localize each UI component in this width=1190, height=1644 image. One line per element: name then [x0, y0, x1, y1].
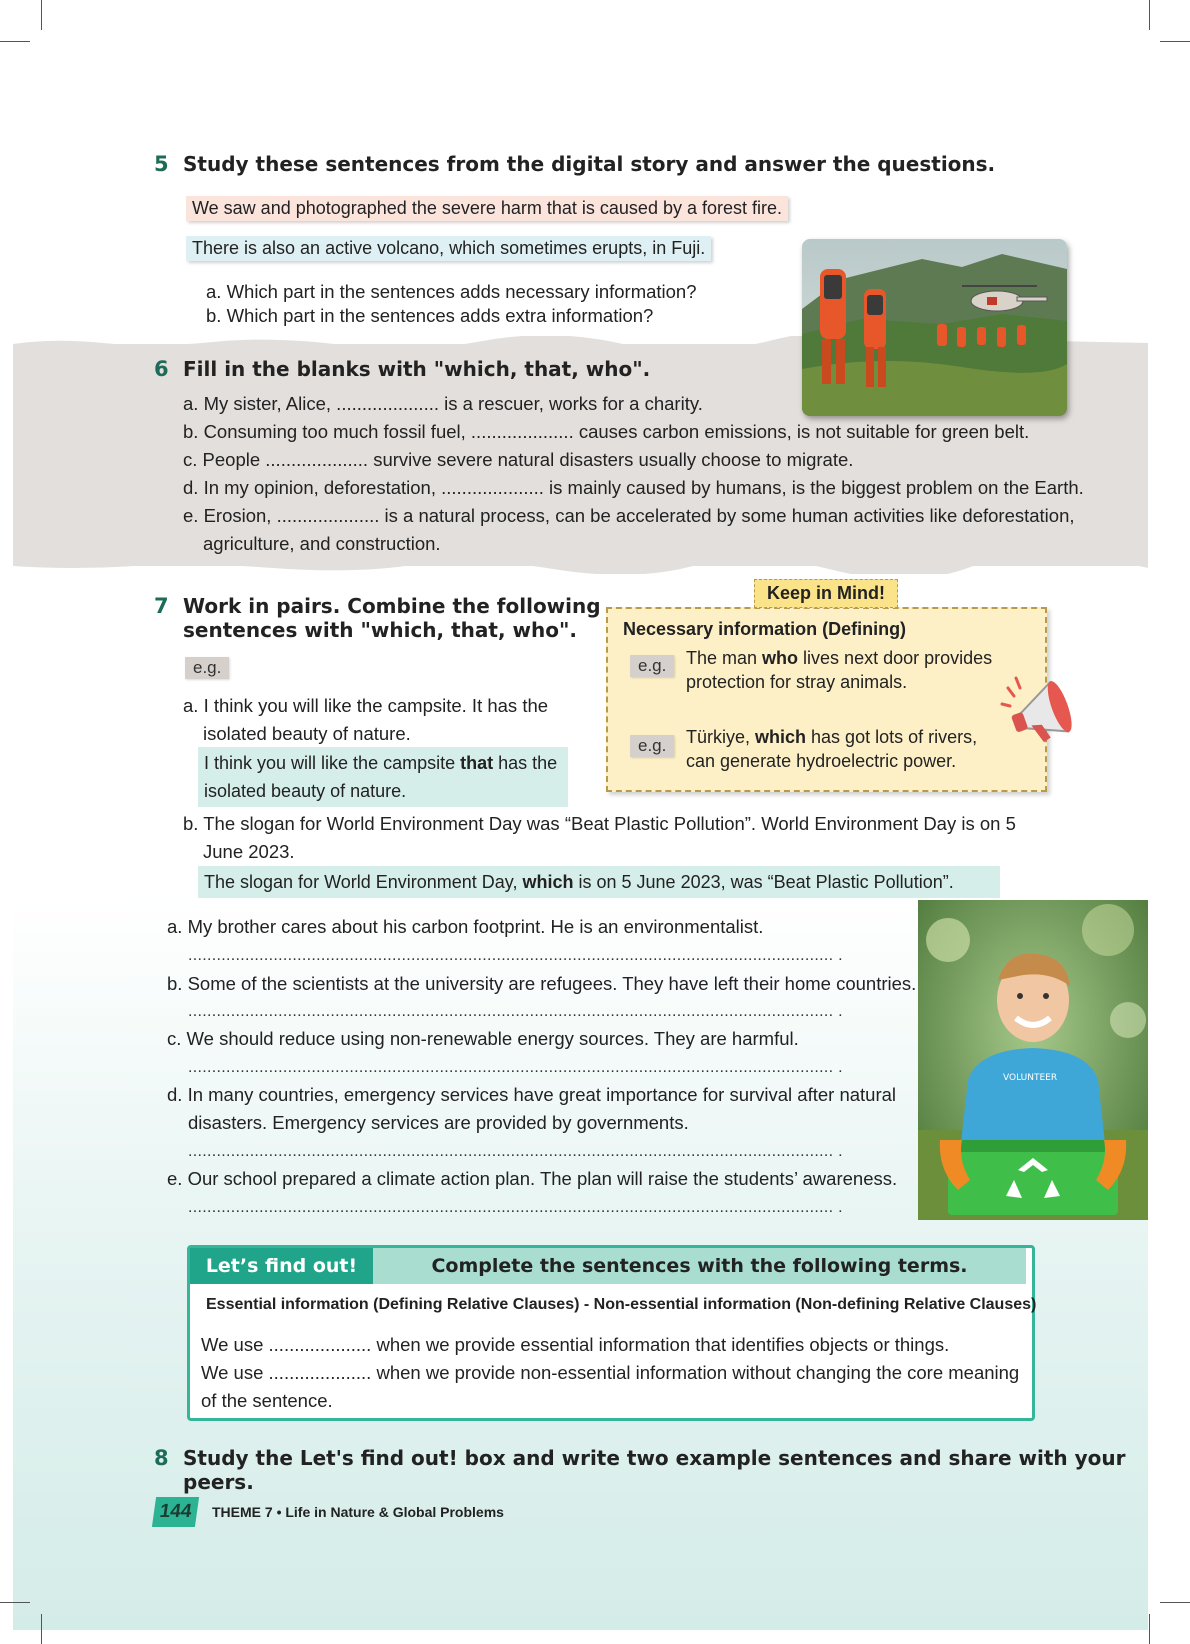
exercise-6-title: Fill in the blanks with "which, that, who". — [183, 357, 651, 381]
example-text: Türkiye, — [686, 727, 756, 747]
answer-text: The slogan for World Environment Day, — [204, 872, 523, 892]
exercise-5-title: Study these sentences from the digital story and answer the questions. — [183, 152, 996, 176]
theme-label: THEME 7 • Life in Nature & Global Problems — [212, 1504, 504, 1520]
crop-mark — [1160, 1602, 1190, 1603]
fill-item-b: b. Consuming too much fossil fuel, .................... causes carbon emissions, is not suitable for green belt. — [183, 421, 1030, 442]
exercise-7-number: 7 — [154, 594, 169, 618]
lets-find-out-line1: We use .................... when we provide essential information that identifies objects or things. — [201, 1334, 950, 1355]
fill-item-e: e. Erosion, .................... is a natural process, can be accelerated by some human activities like deforestation, — [183, 505, 1075, 526]
example-b-answer — [198, 866, 1000, 898]
lets-find-out-tag: Let’s find out! — [190, 1248, 373, 1284]
exercise-8-number: 8 — [154, 1446, 169, 1470]
keep-in-mind-tag: Keep in Mind! — [754, 579, 898, 608]
rescuers-helicopter-photo — [802, 239, 1067, 416]
answer-text: isolated beauty of nature. — [204, 781, 407, 801]
example-text: has got lots of rivers, — [806, 727, 978, 747]
page-number: 144 — [152, 1497, 199, 1527]
exercise-7-title — [183, 594, 601, 642]
example-a-line1: a. I think you will like the campsite. It has the — [183, 695, 549, 716]
lets-find-out-line3: of the sentence. — [201, 1390, 333, 1411]
eg-label: e.g. — [185, 657, 229, 679]
answer-line-c[interactable]: ........................................................................................................................................ . — [188, 1059, 843, 1076]
relative-pronoun: who — [762, 648, 799, 668]
task-c: c. We should reduce using non-renewable energy sources. They are harmful. — [167, 1028, 799, 1049]
fill-item-d: d. In my opinion, deforestation, .................... is mainly caused by humans, is the biggest problem on the Earth. — [183, 477, 1084, 498]
example-text: can generate hydroelectric power. — [686, 751, 957, 771]
answer-line-a[interactable]: ........................................................................................................................................ . — [188, 947, 843, 964]
volunteer-boy-photo — [918, 900, 1148, 1220]
example-b-line2: June 2023. — [203, 841, 295, 862]
question-a: a. Which part in the sentences adds necessary information? — [206, 281, 697, 302]
fill-item-c: c. People .................... survive severe natural disasters usually choose to migrate. — [183, 449, 854, 470]
answer-text: I think you will like the campsite — [204, 753, 461, 773]
example-a-answer — [198, 747, 568, 807]
answer-text: is on 5 June 2023, was “Beat Plastic Pollution”. — [573, 872, 954, 892]
relative-pronoun: that — [460, 753, 494, 773]
crop-mark — [1149, 0, 1150, 30]
task-a: a. My brother cares about his carbon footprint. He is an environmentalist. — [167, 916, 764, 937]
crop-mark — [0, 1602, 30, 1603]
eg-label: e.g. — [630, 735, 674, 757]
task-d-line2: disasters. Emergency services are provided by governments. — [188, 1112, 689, 1133]
task-b: b. Some of the scientists at the university are refugees. They have left their home countries. — [167, 973, 917, 994]
task-d-line1: d. In many countries, emergency services have great importance for survival after natural — [167, 1084, 897, 1105]
crop-mark — [41, 0, 42, 30]
crop-mark — [1149, 1614, 1150, 1644]
lets-find-out-header: Complete the sentences with the following terms. — [373, 1248, 1026, 1284]
shirt-text: VOLUNTEER — [1003, 1073, 1058, 1083]
exercise-8-title: Study the Let's find out! box and write two example sentences and share with your peers. — [183, 1446, 1126, 1494]
example-sentence-defining: We saw and photographed the severe harm that is caused by a forest fire. — [186, 196, 788, 221]
exercise-7-title-line1: Work in pairs. Combine the following — [183, 594, 601, 618]
crop-mark — [0, 41, 30, 42]
answer-line-b[interactable]: ........................................................................................................................................ . — [188, 1003, 843, 1020]
example-b-line1: b. The slogan for World Environment Day was “Beat Plastic Pollution”. World Environment Day is on 5 — [183, 813, 1016, 834]
relative-pronoun: which — [755, 727, 807, 747]
task-e: e. Our school prepared a climate action plan. The plan will raise the students’ awareness. — [167, 1168, 898, 1189]
example-a-line2: isolated beauty of nature. — [203, 723, 411, 744]
lets-find-out-terms: Essential information (Defining Relative Clauses) - Non-essential information (Non-defining Relative Clauses) — [206, 1296, 1037, 1313]
fill-item-a: a. My sister, Alice, .................... is a rescuer, works for a charity. — [183, 393, 703, 414]
answer-line-d[interactable]: ........................................................................................................................................ . — [188, 1143, 843, 1160]
fill-item-e-continued: agriculture, and construction. — [203, 533, 441, 554]
lets-find-out-line2: We use .................... when we provide non-essential information without changing the core meaning — [201, 1362, 1020, 1383]
defining-example — [686, 646, 992, 694]
nondefining-example — [686, 725, 977, 773]
question-b: b. Which part in the sentences adds extra information? — [206, 305, 654, 326]
relative-pronoun: which — [522, 872, 574, 892]
answer-text: has the — [493, 753, 558, 773]
eg-label: e.g. — [630, 655, 674, 677]
crop-mark — [41, 1614, 42, 1644]
exercise-5-number: 5 — [154, 152, 169, 176]
exercise-7-title-line2: sentences with "which, that, who". — [183, 618, 577, 642]
megaphone-icon — [1000, 668, 1090, 758]
example-text: protection for stray animals. — [686, 672, 908, 692]
defining-title: Necessary information (Defining) — [623, 619, 907, 639]
exercise-6-number: 6 — [154, 357, 169, 381]
example-sentence-nondefining: There is also an active volcano, which sometimes erupts, in Fuji. — [186, 236, 711, 261]
example-text: The man — [686, 648, 763, 668]
answer-line-e[interactable]: ........................................................................................................................................ . — [188, 1199, 843, 1216]
example-text: lives next door provides — [798, 648, 993, 668]
crop-mark — [1160, 41, 1190, 42]
